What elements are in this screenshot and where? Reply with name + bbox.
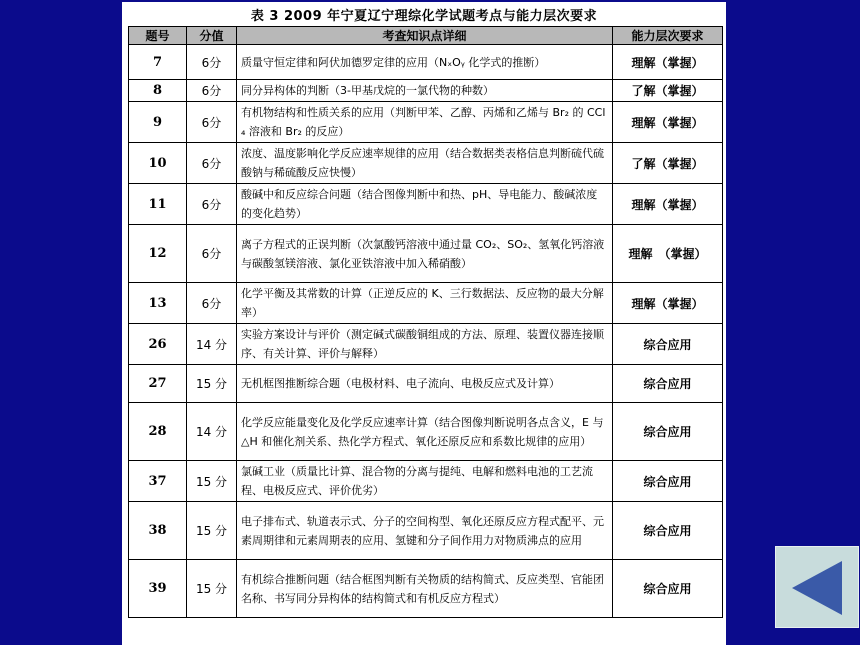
table-body — [129, 45, 723, 618]
cell-level: 理解（掌握） — [613, 45, 723, 80]
cell-points: 6分 — [187, 283, 237, 324]
cell-level: 理解（掌握） — [613, 184, 723, 225]
cell-points: 15 分 — [187, 365, 237, 403]
cell-level: 综合应用 — [613, 560, 723, 618]
table-row — [129, 80, 723, 102]
header-level: 能力层次要求 — [613, 27, 723, 45]
cell-level: 综合应用 — [613, 461, 723, 502]
cell-number: 7 — [129, 45, 187, 80]
header-detail: 考查知识点详细 — [237, 27, 613, 45]
cell-level: 综合应用 — [613, 365, 723, 403]
cell-points: 6分 — [187, 80, 237, 102]
cell-points: 15 分 — [187, 502, 237, 560]
cell-level: 理解（掌握） — [613, 102, 723, 143]
cell-points: 15 分 — [187, 560, 237, 618]
cell-number: 10 — [129, 143, 187, 184]
table-row — [129, 45, 723, 80]
document-sheet — [122, 2, 726, 645]
cell-number: 9 — [129, 102, 187, 143]
cell-number: 27 — [129, 365, 187, 403]
cell-points: 6分 — [187, 102, 237, 143]
header-points: 分值 — [187, 27, 237, 45]
exam-topic-table — [128, 26, 723, 618]
cell-detail: 实验方案设计与评价（测定碱式碳酸铜组成的方法、原理、装置仪器连接顺序、有关计算、评价与解释） — [237, 324, 613, 365]
cell-number: 13 — [129, 283, 187, 324]
cell-detail: 有机综合推断问题（结合框图判断有关物质的结构简式、反应类型、官能团名称、书写同分异构体的结构简式和有机反应方程式） — [237, 560, 613, 618]
table-row — [129, 102, 723, 143]
cell-detail: 化学反应能量变化及化学反应速率计算（结合图像判断说明各点含义，E 与△H 和催化剂关系、热化学方程式、氧化还原反应和系数比规律的应用） — [237, 403, 613, 461]
cell-points: 6分 — [187, 225, 237, 283]
table-row — [129, 184, 723, 225]
cell-detail: 离子方程式的正误判断（次氯酸钙溶液中通过量 CO₂、SO₂、氢氧化钙溶液与碳酸氢镁溶液、氯化亚铁溶液中加入稀硝酸） — [237, 225, 613, 283]
cell-points: 14 分 — [187, 403, 237, 461]
triangle-left-icon — [782, 553, 852, 623]
cell-points: 6分 — [187, 184, 237, 225]
cell-detail: 浓度、温度影响化学反应速率规律的应用（结合数据类表格信息判断硫代硫酸钠与稀硫酸反应快慢） — [237, 143, 613, 184]
cell-points: 6分 — [187, 45, 237, 80]
cell-number: 8 — [129, 80, 187, 102]
cell-level: 综合应用 — [613, 403, 723, 461]
cell-number: 38 — [129, 502, 187, 560]
cell-level: 综合应用 — [613, 324, 723, 365]
table-row — [129, 225, 723, 283]
cell-level: 了解（掌握） — [613, 80, 723, 102]
table-header-row — [129, 27, 723, 45]
cell-detail: 化学平衡及其常数的计算（正逆反应的 K、三行数据法、反应物的最大分解率） — [237, 283, 613, 324]
cell-detail: 无机框图推断综合题（电极材料、电子流向、电极反应式及计算） — [237, 365, 613, 403]
table-row — [129, 461, 723, 502]
cell-detail: 同分异构体的判断（3-甲基戊烷的一氯代物的种数） — [237, 80, 613, 102]
cell-detail: 酸碱中和反应综合问题（结合图像判断中和热、pH、导电能力、酸碱浓度的变化趋势） — [237, 184, 613, 225]
cell-detail: 有机物结构和性质关系的应用（判断甲苯、乙醇、丙烯和乙烯与 Br₂ 的 CCl₄ 溶液和 Br₂ 的反应） — [237, 102, 613, 143]
table-title: 表 3 2009 年宁夏辽宁理综化学试题考点与能力层次要求 — [250, 9, 598, 24]
cell-level: 理解 （掌握） — [613, 225, 723, 283]
cell-number: 28 — [129, 403, 187, 461]
cell-detail: 电子排布式、轨道表示式、分子的空间构型、氧化还原反应方程式配平、元素周期律和元素周期表的应用、氢键和分子间作用力对物质沸点的应用 — [237, 502, 613, 560]
cell-points: 15 分 — [187, 461, 237, 502]
cell-detail: 质量守恒定律和阿伏加德罗定律的应用（NₓOᵧ 化学式的推断） — [237, 45, 613, 80]
table-row — [129, 502, 723, 560]
table-row — [129, 403, 723, 461]
table-row — [129, 365, 723, 403]
cell-number: 37 — [129, 461, 187, 502]
cell-points: 6分 — [187, 143, 237, 184]
cell-level: 了解（掌握） — [613, 143, 723, 184]
cell-number: 39 — [129, 560, 187, 618]
cell-number: 26 — [129, 324, 187, 365]
header-number: 题号 — [129, 27, 187, 45]
table-row — [129, 560, 723, 618]
cell-points: 14 分 — [187, 324, 237, 365]
back-button[interactable] — [775, 546, 859, 628]
cell-level: 综合应用 — [613, 502, 723, 560]
table-row — [129, 283, 723, 324]
cell-number: 12 — [129, 225, 187, 283]
cell-detail: 氯碱工业（质量比计算、混合物的分离与提纯、电解和燃料电池的工艺流程、电极反应式、评价优劣） — [237, 461, 613, 502]
cell-number: 11 — [129, 184, 187, 225]
table-row — [129, 143, 723, 184]
cell-level: 理解（掌握） — [613, 283, 723, 324]
table-row — [129, 324, 723, 365]
